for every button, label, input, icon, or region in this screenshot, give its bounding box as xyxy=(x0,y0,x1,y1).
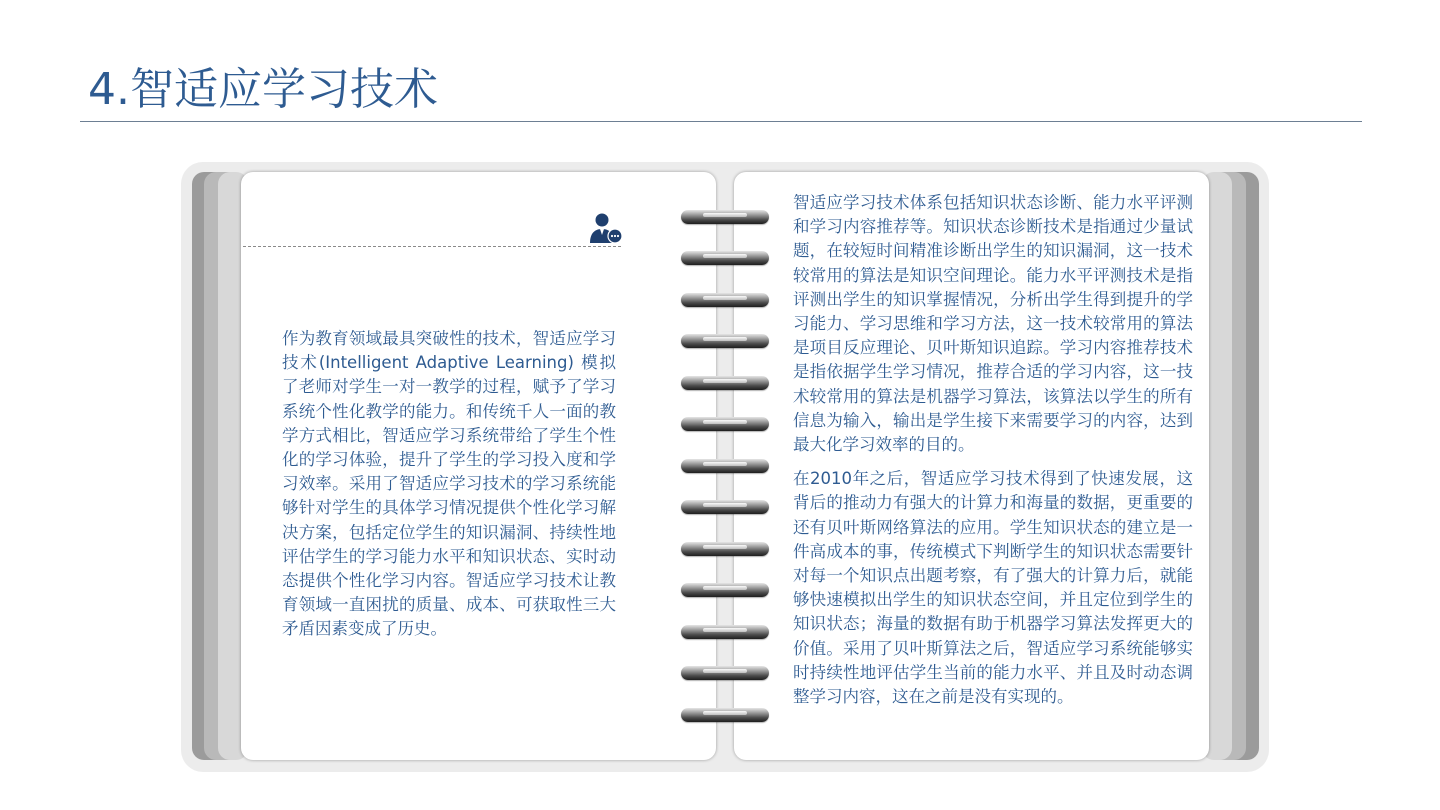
user-support-icon xyxy=(589,211,625,245)
spiral-ring xyxy=(681,666,769,680)
spiral-ring xyxy=(681,210,769,224)
title-divider xyxy=(80,121,1362,122)
spiral-ring xyxy=(681,542,769,556)
slide-title: 4.智适应学习技术 xyxy=(88,64,438,115)
spiral-ring xyxy=(681,251,769,265)
spiral-ring xyxy=(681,459,769,473)
spiral-ring xyxy=(681,293,769,307)
spiral-ring xyxy=(681,583,769,597)
header-dotted-divider xyxy=(243,246,621,247)
spiral-ring xyxy=(681,625,769,639)
spiral-ring xyxy=(681,334,769,348)
right-page-paragraph-2: 在2010年之后，智适应学习技术得到了快速发展，这背后的推动力有强大的计算力和海量的数据，更重要的还有贝叶斯网络算法的应用。学生知识状态的建立是一件高成本的事，传统模式下判断学生的知识状态需要针对每一个知识点出题考察，有了强大的计算力后，就能够快速模拟出学生的知识状态空间，并且定位到学生的知识状态；海量的数据有助于机器学习算法发挥更大的价值。采用了贝叶斯算法之后，智适应学习系统能够实时持续性地评估学生当前的能力水平、并且及时动态调整学习内容，这在之前是没有实现的。 xyxy=(793,469,1193,707)
spiral-ring xyxy=(681,500,769,514)
spiral-ring xyxy=(681,376,769,390)
left-page-paragraph: 作为教育领域最具突破性的技术，智适应学习技术(Intelligent Adaptive Learning) 模拟了老师对学生一对一教学的过程，赋予了学习系统个性化教学的能力。和传统千人一面的教学方式相比，智适应学习系统带给了学生个性化的学习体验，提升了学生的学习投入度和学习效率。采用了智适应学习技术的学习系统能够针对学生的具体学习情况提供个性化学习解决方案，包括定位学生的知识漏洞、持续性地评估学生的学习能力水平和知识状态、实时动态提供个性化学习内容。智适应学习技术让教育领域一直困扰的质量、成本、可获取性三大矛盾因素变成了历史。 xyxy=(282,329,616,639)
spiral-ring xyxy=(681,708,769,722)
right-page-paragraph-1: 智适应学习技术体系包括知识状态诊断、能力水平评测和学习内容推荐等。知识状态诊断技术是指通过少量试题，在较短时间精准诊断出学生的知识漏洞，这一技术较常用的算法是知识空间理论。能力水平评测技术是指评测出学生的知识掌握情况，分析出学生得到提升的学习能力、学习思维和学习方法，这一技术较常用的算法是项目反应理论、贝叶斯知识追踪。学习内容推荐技术是指依据学生学习情况，推荐合适的学习内容，这一技术较常用的算法是机器学习算法，该算法以学生的所有信息为输入，输出是学生接下来需要学习的内容，达到最大化学习效率的目的。 xyxy=(793,193,1193,455)
right-page-text xyxy=(793,191,1193,719)
spiral-ring xyxy=(681,417,769,431)
